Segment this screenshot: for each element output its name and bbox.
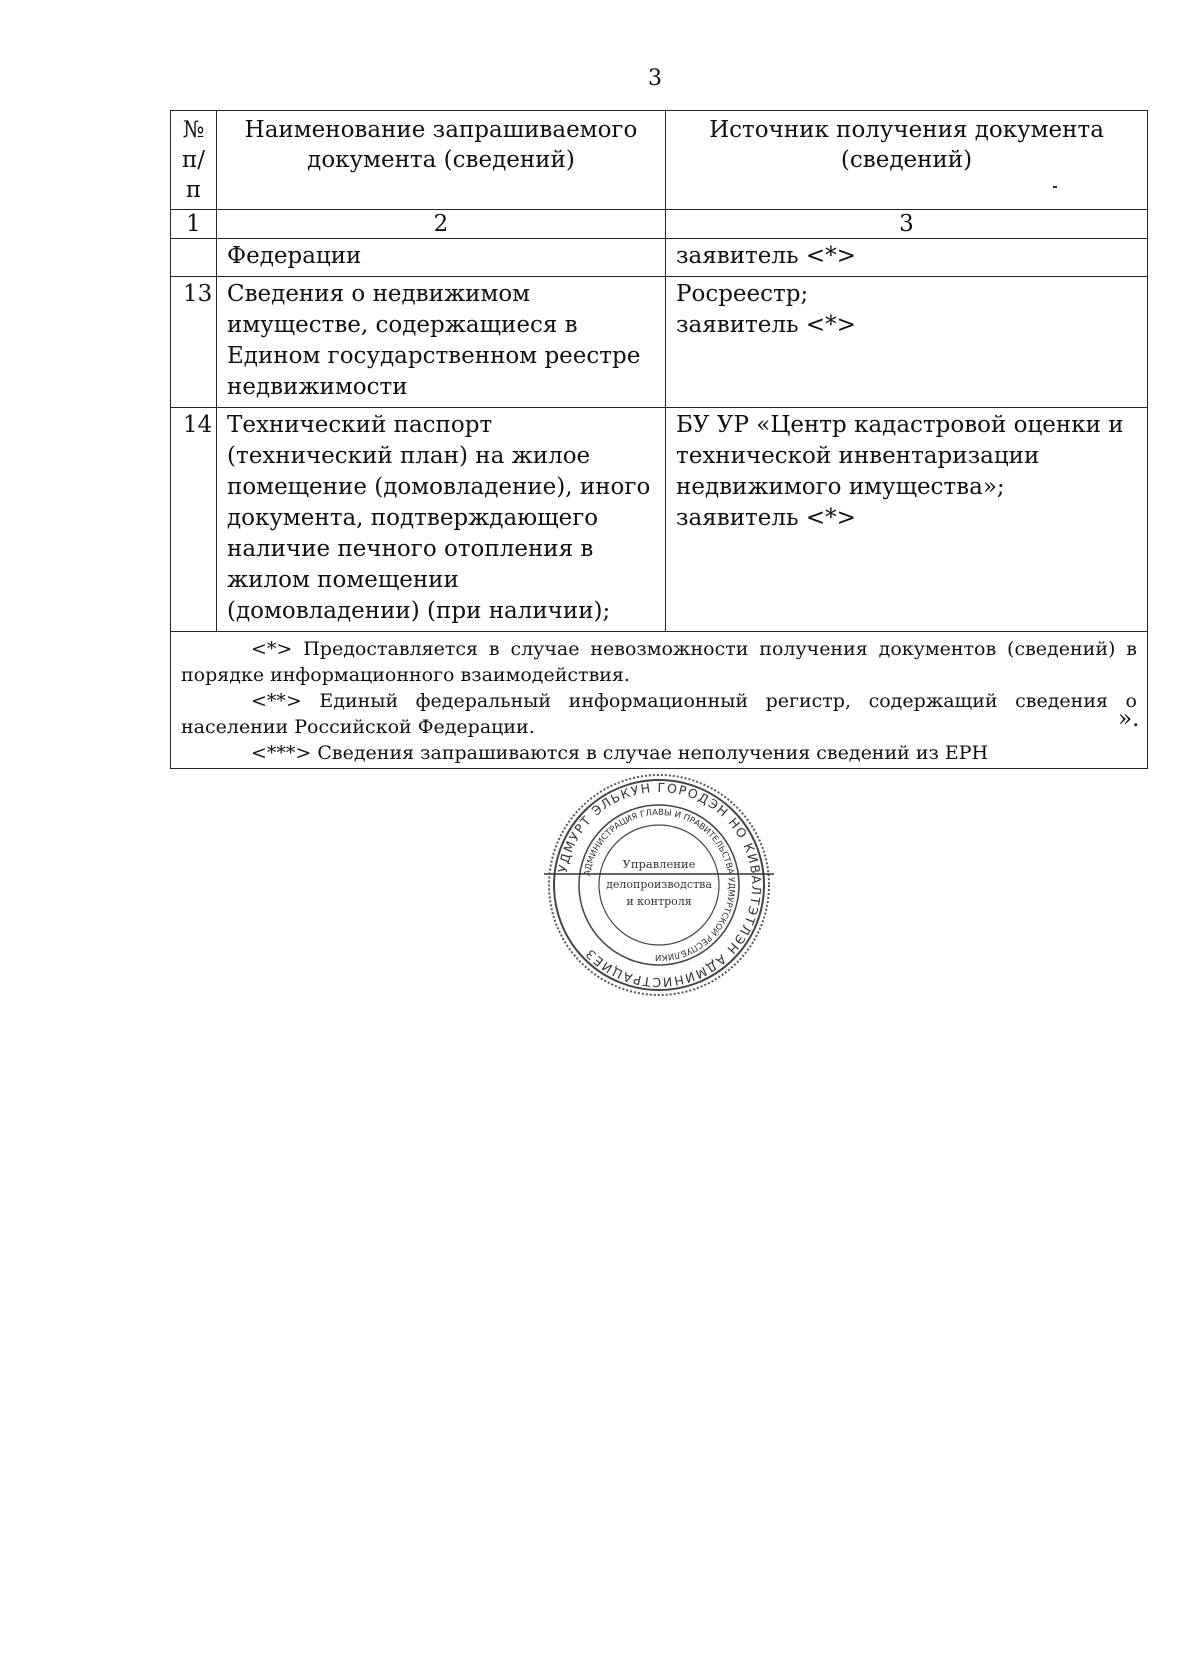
header-num: № п/п (171, 111, 217, 210)
closing-quote: ». (1118, 706, 1140, 732)
table-header-row (171, 111, 1148, 210)
notes-row (171, 632, 1148, 769)
column-index-1: 1 (171, 210, 217, 239)
footnote: <**> Единый федеральный информационный регистр, содержащий сведения о населении Российской Федерации. (181, 690, 1137, 738)
row-number: 14 (171, 408, 217, 632)
seal-center-line-2: делопроизводства (606, 878, 712, 891)
table-row (171, 239, 1148, 277)
seal-outer-text: УДМУРТ ЭЛЬКУН ГОРОДЭН НО КИВАЛТЭТЛЭН АДМИНИСТРАЦИЕЗ (554, 779, 765, 991)
page-number: 3 (648, 66, 662, 91)
header-source: Источник получения документа (сведений) (666, 111, 1148, 210)
column-index-2: 2 (217, 210, 666, 239)
column-index-3: 3 (666, 210, 1148, 239)
row-document-name: Технический паспорт (технический план) на жилое помещение (домовладение), иного документа, подтверждающего наличие печного отопления в жилом помещении (домовладении) (при наличии); (217, 408, 666, 632)
footnotes (171, 632, 1148, 769)
row-source: заявитель <*> (666, 239, 1148, 277)
row-document-name: Федерации (217, 239, 666, 277)
row-document-name: Сведения о недвижимом имуществе, содержащиеся в Едином государственном реестре недвижимости (217, 277, 666, 408)
seal-graphic (544, 770, 774, 1000)
seal-center-line-1: Управление (622, 857, 696, 871)
seal-inner-text: АДМИНИСТРАЦИЯ ГЛАВЫ И ПРАВИТЕЛЬСТВА УДМУРТСКОЙ РЕСПУБЛИКИ (582, 807, 737, 963)
table-row (171, 408, 1148, 632)
official-seal (544, 770, 774, 1000)
header-name: Наименование запрашиваемого документа (сведений) (217, 111, 666, 210)
row-number: 13 (171, 277, 217, 408)
column-index-row (171, 210, 1148, 239)
table-row (171, 277, 1148, 408)
scan-speck (1053, 186, 1057, 188)
row-source: Росреестр; заявитель <*> (666, 277, 1148, 408)
footnote: <*> Предоставляется в случае невозможности получения документов (сведений) в порядке информационного взаимодействия. (181, 638, 1137, 686)
seal-center-line-3: и контроля (626, 895, 692, 908)
row-source: БУ УР «Центр кадастровой оценки и технической инвентаризации недвижимого имущества»; заявитель <*> (666, 408, 1148, 632)
footnote: <***> Сведения запрашиваются в случае неполучения сведений из ЕРН (251, 742, 989, 764)
documents-table (170, 110, 1148, 769)
row-number (171, 239, 217, 277)
